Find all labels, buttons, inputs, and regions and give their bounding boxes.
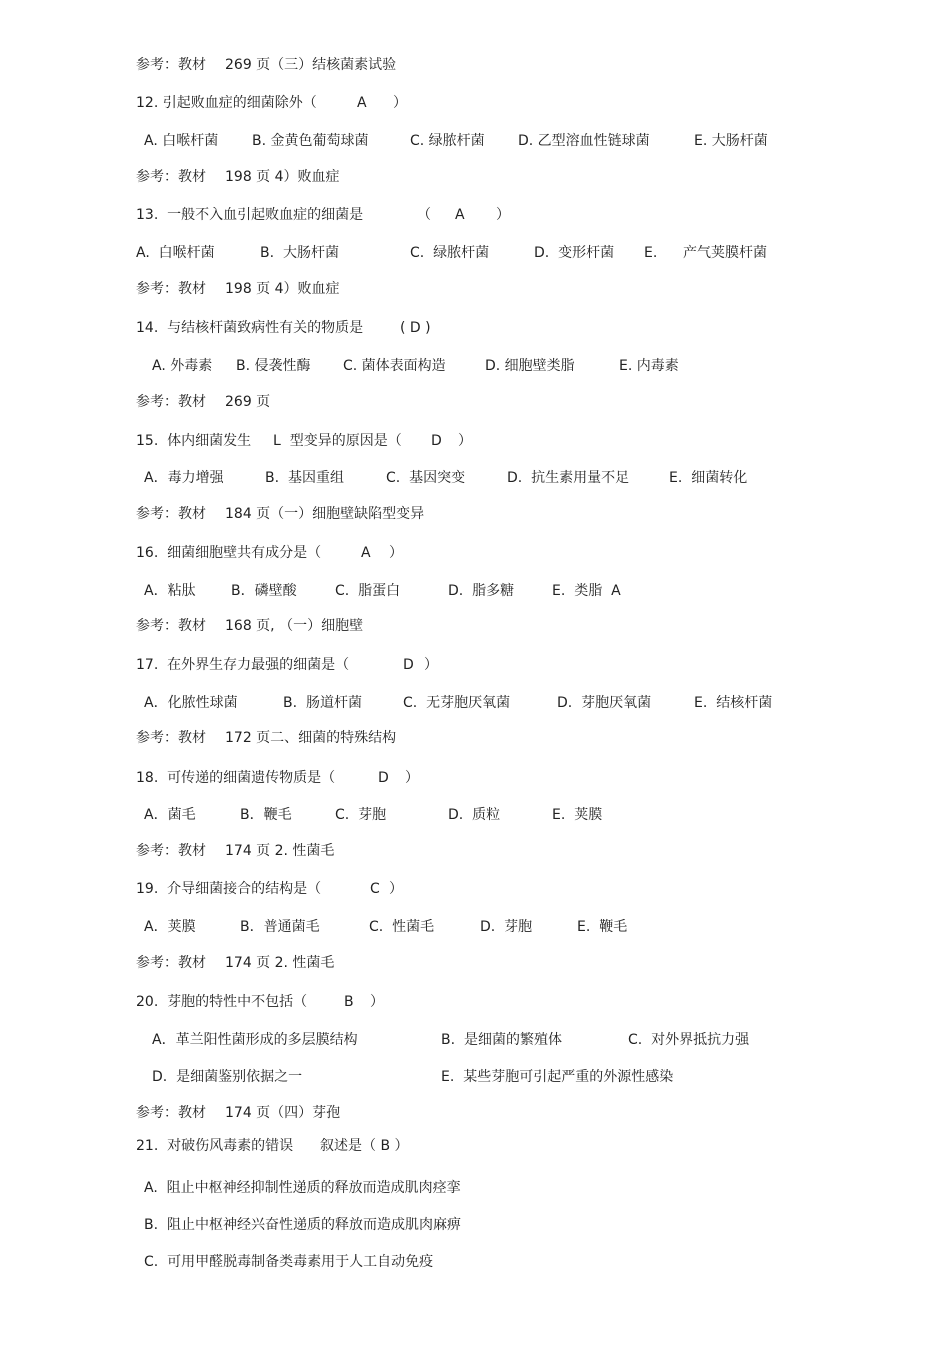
answer-letter: B — [344, 994, 354, 1010]
text-segment: （ — [417, 207, 431, 223]
text-segment: ） — [370, 994, 384, 1010]
option-e: E. 结核杆菌 — [694, 695, 773, 711]
option-a: A. 阻止中枢神经抑制性递质的释放而造成肌肉痉挛 — [144, 1180, 461, 1196]
option-d: D. 脂多糖 — [448, 583, 515, 599]
option-b: B. 基因重组 — [265, 470, 344, 486]
option-b: B．普通菌毛 — [240, 919, 320, 935]
option-c: C. 基因突变 — [386, 470, 466, 486]
option-c: C. 脂蛋白 — [335, 583, 401, 599]
option-b: B. 阻止中枢神经兴奋性递质的释放而造成肌肉麻痹 — [144, 1217, 461, 1233]
text-segment: ） — [393, 95, 407, 111]
option-b: B. 侵袭性酶 — [236, 358, 311, 374]
option-e: E. 鞭毛 — [577, 919, 628, 935]
option-a: A．荚膜 — [144, 919, 196, 935]
option-b: B. 是细菌的繁殖体 — [441, 1032, 562, 1048]
question-text: 17. 在外界生存力最强的细菌是（ — [136, 657, 350, 673]
text-segment: ） — [389, 881, 403, 897]
option-d: D. 乙型溶血性链球菌 — [518, 133, 650, 149]
question-text: 16. 细菌细胞壁共有成分是（ — [136, 545, 322, 561]
question-text: 15. 体内细菌发生 — [136, 433, 252, 449]
option-e: E. 大肠杆菌 — [694, 133, 768, 149]
option-a: A．化脓性球菌 — [144, 695, 238, 711]
text-segment: 184 页（一）细胞壁缺陷型变异 — [225, 506, 425, 522]
option-b: B. 肠道杆菌 — [283, 695, 362, 711]
option-c: C. 无芽胞厌氧菌 — [403, 695, 511, 711]
text-segment: L 型变异的原因是（ — [273, 433, 402, 449]
option-e: E. — [644, 245, 658, 261]
option-b: B. 大肠杆菌 — [260, 245, 339, 261]
text-segment: ） — [389, 545, 403, 561]
answer-letter: C — [370, 881, 380, 897]
text-segment: 参考：教材 — [136, 730, 206, 746]
option-d: D. 是细菌鉴别依据之一 — [152, 1069, 303, 1085]
option-e: E. 某些芽胞可引起严重的外源性感染 — [441, 1069, 674, 1085]
text-segment: 168 页, （一）细胞壁 — [225, 618, 364, 634]
answer-letter: D — [403, 657, 414, 673]
option-d: D. 细胞壁类脂 — [485, 358, 575, 374]
option-e: E. 细菌转化 — [669, 470, 748, 486]
option-c: C. 芽胞 — [335, 807, 387, 823]
text-segment: 参考：教材 — [136, 506, 206, 522]
text-segment: 172 页二、细菌的特殊结构 — [225, 730, 397, 746]
text-segment: 产气荚膜杆菌 — [683, 245, 767, 261]
text-segment: 参考：教材 — [136, 281, 206, 297]
text-segment: 参考：教材 — [136, 57, 206, 73]
option-d: D. 变形杆菌 — [534, 245, 615, 261]
text-segment: 参考：教材 — [136, 618, 206, 634]
question-text: 21. 对破伤风毒素的错误 — [136, 1138, 294, 1154]
option-c: C. 绿脓杆菌 — [410, 245, 490, 261]
text-segment: 参考：教材 — [136, 169, 206, 185]
text-segment: 叙述是（ B ） — [320, 1138, 409, 1154]
question-text: 13. 一般不入血引起败血症的细菌是 — [136, 207, 364, 223]
question-text: 20. 芽胞的特性中不包括（ — [136, 994, 308, 1010]
text-segment: 参考：教材 — [136, 394, 206, 410]
option-a: A．菌毛 — [144, 807, 196, 823]
answer-letter: A — [361, 545, 371, 561]
answer-letter: A — [455, 207, 465, 223]
text-segment: ） — [496, 207, 510, 223]
option-d: D. 质粒 — [448, 807, 501, 823]
text-segment: 174 页 2. 性菌毛 — [225, 955, 335, 971]
option-d: D. 抗生素用量不足 — [507, 470, 630, 486]
text-segment: 198 页 4）败血症 — [225, 281, 340, 297]
question-text: 14. 与结核杆菌致病性有关的物质是 — [136, 320, 364, 336]
question-text: 19. 介导细菌接合的结构是（ — [136, 881, 322, 897]
answer-letter: A — [357, 95, 367, 111]
text-segment: ） — [458, 433, 472, 449]
option-a: A. 白喉杆菌 — [144, 133, 219, 149]
option-a: A．毒力增强 — [144, 470, 224, 486]
text-segment: ） — [405, 770, 419, 786]
answer-letter: D — [431, 433, 442, 449]
question-text: 12. 引起败血症的细菌除外（ — [136, 95, 317, 111]
option-e: E. 内毒素 — [619, 358, 679, 374]
text-segment: 269 页 — [225, 394, 271, 410]
answer-letter: ( D ) — [400, 320, 431, 336]
option-a: A．革兰阳性菌形成的多层膜结构 — [152, 1032, 358, 1048]
text-segment: 174 页（四）芽孢 — [225, 1105, 341, 1121]
option-b: B．磷壁酸 — [231, 583, 297, 599]
text-segment: 269 页（三）结核菌素试验 — [225, 57, 397, 73]
option-a: A．粘肽 — [144, 583, 196, 599]
text-segment: 参考：教材 — [136, 955, 206, 971]
option-c: C. 对外界抵抗力强 — [628, 1032, 750, 1048]
option-e: E. 荚膜 — [552, 807, 603, 823]
question-text: 18. 可传递的细菌遗传物质是（ — [136, 770, 336, 786]
option-c: C. 可用甲醛脱毒制备类毒素用于人工自动免疫 — [144, 1254, 434, 1270]
statement-line — [0, 1253, 434, 1307]
option-c: C. 绿脓杆菌 — [410, 133, 485, 149]
option-a: A. 外毒素 — [152, 358, 213, 374]
option-e: E. 类脂 A — [552, 583, 621, 599]
text-segment: 174 页 2. 性菌毛 — [225, 843, 335, 859]
option-d: D. 芽胞厌氧菌 — [557, 695, 652, 711]
text-segment: 参考：教材 — [136, 1105, 206, 1121]
option-a: A. 白喉杆菌 — [136, 245, 215, 261]
option-c: C. 性菌毛 — [369, 919, 435, 935]
text-segment: 198 页 4）败血症 — [225, 169, 340, 185]
option-c: C. 菌体表面构造 — [343, 358, 446, 374]
text-segment: ） — [424, 657, 438, 673]
option-b: B. 金黄色葡萄球菌 — [252, 133, 369, 149]
text-segment: 参考：教材 — [136, 843, 206, 859]
option-b: B．鞭毛 — [240, 807, 292, 823]
option-d: D. 芽胞 — [480, 919, 533, 935]
answer-letter: D — [378, 770, 389, 786]
